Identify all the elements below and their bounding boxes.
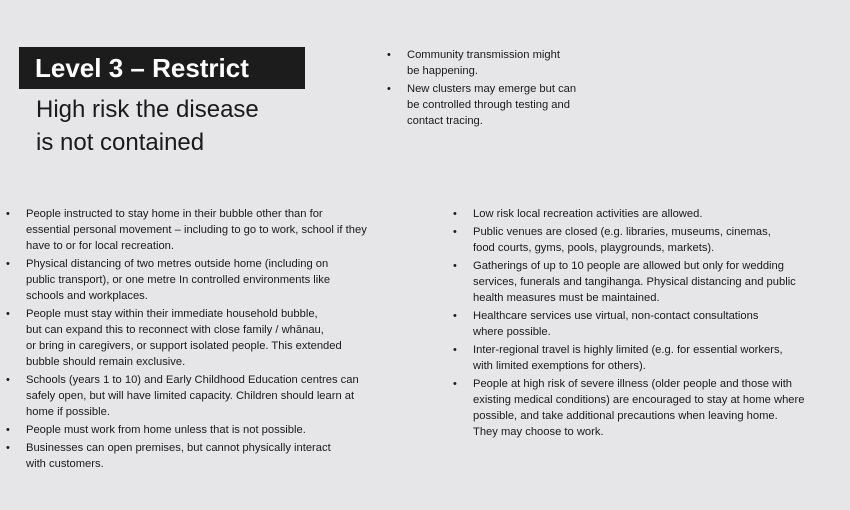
bullet-line: • People instructed to stay home in their bubble other than for: [26, 208, 323, 220]
bullet-line: • Businesses can open premises, but cannot physically interact: [26, 442, 331, 454]
level-title-banner: Level 3 – Restrict: [19, 47, 305, 89]
bullet-line: bubble should remain exclusive.: [26, 356, 186, 368]
bullet-item: [453, 206, 845, 222]
bullet-line: • People must stay within their immediate household bubble,: [26, 308, 318, 320]
bullet-item: [6, 440, 406, 472]
risk-subtitle: [36, 93, 356, 159]
bullet-item: [453, 224, 845, 256]
bullet-line: have to or for local recreation.: [26, 240, 174, 252]
bullet-item: [6, 256, 406, 304]
bullet-line: where possible.: [473, 326, 551, 338]
bullet-line: • People must work from home unless that is not possible.: [26, 424, 306, 436]
bullet-line: but can expand this to reconnect with close family / whānau,: [26, 324, 324, 336]
bullet-item: [387, 47, 627, 79]
summary-list: [387, 47, 627, 131]
bullet-item: [453, 258, 845, 306]
bullet-item: [6, 372, 406, 420]
bullet-line: schools and workplaces.: [26, 290, 148, 302]
bullet-line: possible, and take additional precautions when leaving home.: [473, 410, 778, 422]
bullet-line: • Schools (years 1 to 10) and Early Childhood Education centres can: [26, 374, 359, 386]
bullet-item: [6, 206, 406, 254]
bullet-line: with customers.: [26, 458, 104, 470]
bullet-line: • Public venues are closed (e.g. libraries, museums, cinemas,: [473, 226, 771, 238]
bullet-line: services, funerals and tangihanga. Physical distancing and public: [473, 276, 796, 288]
bullet-line: essential personal movement – including to go to work, school if they: [26, 224, 367, 236]
bullet-line: • New clusters may emerge but can: [407, 83, 577, 95]
bullet-line: health measures must be maintained.: [473, 292, 660, 304]
bullet-line: • Inter-regional travel is highly limited (e.g. for essential workers,: [473, 344, 783, 356]
bullet-line: • People at high risk of severe illness (older people and those with: [473, 378, 793, 390]
bullet-item: [6, 306, 406, 370]
bullet-item: [387, 81, 627, 129]
bullet-line: • Healthcare services use virtual, non-contact consultations: [473, 310, 759, 322]
bullet-line: existing medical conditions) are encouraged to stay at home where: [473, 394, 805, 406]
bullet-line: • Gatherings of up to 10 people are allowed but only for wedding: [473, 260, 784, 272]
left-rules-list: [6, 206, 406, 474]
bullet-item: [453, 308, 845, 340]
bullet-line: • Community transmission might: [407, 49, 560, 61]
bullet-line: They may choose to work.: [473, 426, 604, 438]
bullet-item: [6, 422, 406, 438]
subtitle-line: High risk the disease: [36, 96, 259, 123]
right-rules-list: [453, 206, 845, 442]
bullet-item: [453, 342, 845, 374]
bullet-line: contact tracing.: [407, 115, 483, 127]
bullet-line: food courts, gyms, pools, playgrounds, markets).: [473, 242, 715, 254]
bullet-line: with limited exemptions for others).: [473, 360, 646, 372]
bullet-line: be controlled through testing and: [407, 99, 570, 111]
bullet-line: safely open, but will have limited capacity. Children should learn at: [26, 390, 355, 402]
bullet-line: • Physical distancing of two metres outside home (including on: [26, 258, 329, 270]
bullet-line: public transport), or one metre In controlled environments like: [26, 274, 331, 286]
bullet-line: home if possible.: [26, 406, 110, 418]
bullet-line: • Low risk local recreation activities are allowed.: [473, 208, 703, 220]
bullet-item: [453, 376, 845, 440]
subtitle-line: is not contained: [36, 129, 205, 156]
bullet-line: be happening.: [407, 65, 478, 77]
bullet-line: or bring in caregivers, or support isolated people. This extended: [26, 340, 342, 352]
